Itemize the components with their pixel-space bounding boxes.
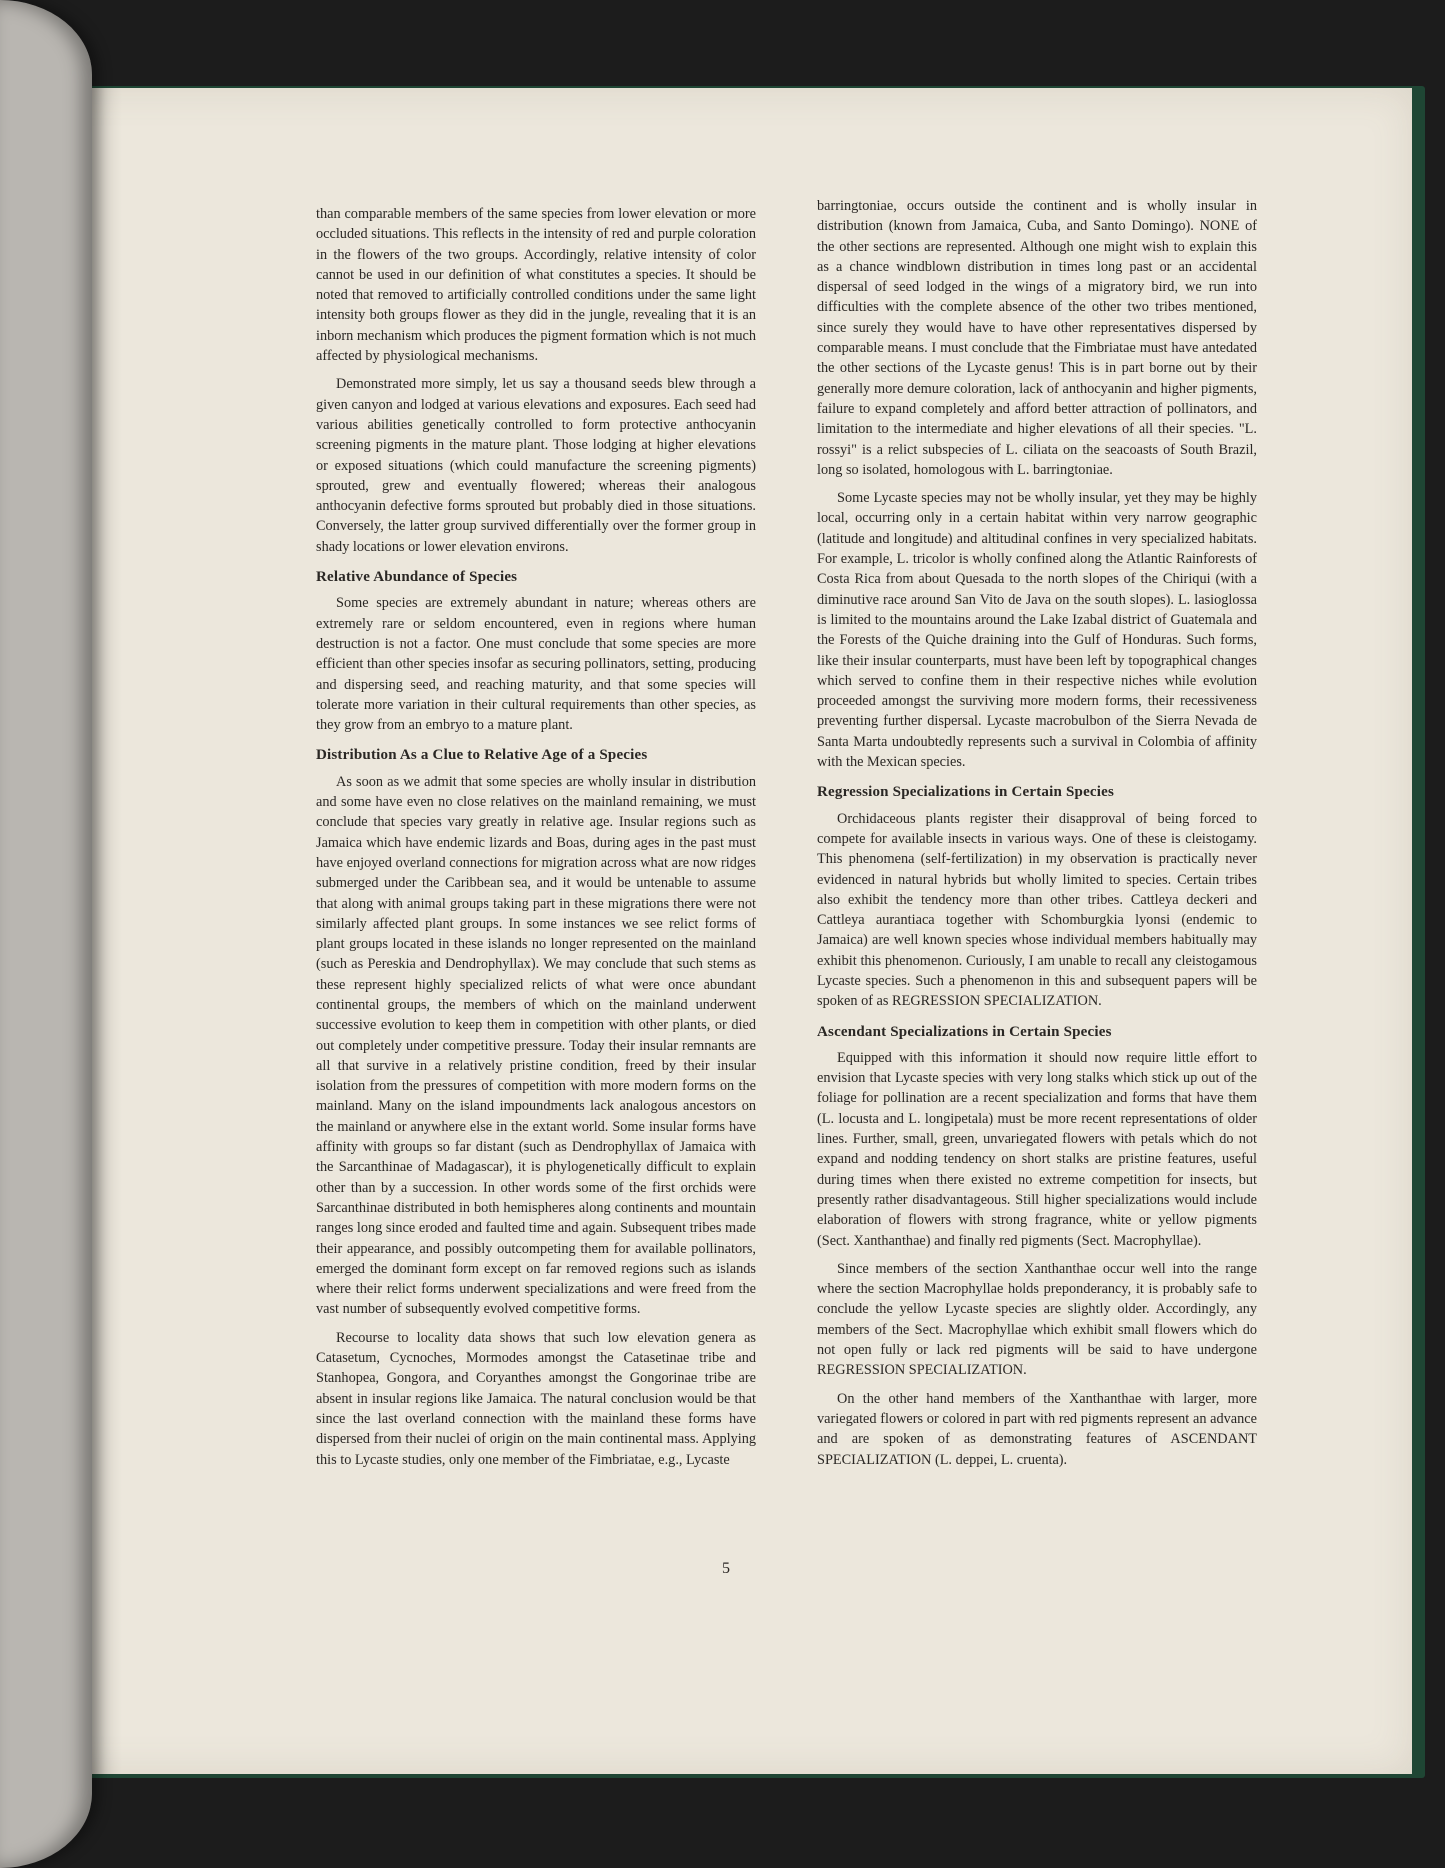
page-edge-shadow xyxy=(92,88,122,1774)
section-heading: Relative Abundance of Species xyxy=(316,569,518,586)
left-column xyxy=(316,204,756,1470)
paragraph: Since members of the section Xanthanthae occur well into the range where the section Macrophyllae holds preponderancy, it is probably safe to conclude the yellow Lycaste species are slightly older. Accordingly, any members of the Sect. Macrophyllae which exhibit small flowers which do not open fully or lack red pigments will be said to have undergone REGRESSION SPECIALIZATION. xyxy=(817,1260,1257,1379)
paragraph: Equipped with this information it should now require little effort to envision that Lycaste species with very long stalks which stick up out of the foliage for pollination are a recent specialization and forms that have them (L. locusta and L. longipetala) must be more recent representations of older lines. Further, small, green, unvariegated flowers with petals which do not expand and nodding tendency on short stalks are pristine features, useful during times when there existed no extreme competition for insects, but presently rather disadvantageous. Still higher specializations would include elaboration of flowers with strong fragrance, white or yellow pigments (Sect. Xanthanthae) and finally red pigments (Sect. Macrophyllae). xyxy=(817,1049,1257,1249)
right-column xyxy=(817,196,1257,1470)
paragraph: Some species are extremely abundant in nature; whereas others are extremely rare or seldom encountered, even in regions where human destruction is not a factor. One must conclude that some species are more efficient than other species insofar as securing pollinators, setting, producing and dispersing seed, and reaching maturity, and that some species will tolerate more variation in their cultural requirements than other species, as they grow from an embryo to a mature plant. xyxy=(316,595,756,734)
paragraph: As soon as we admit that some species are wholly insular in distribution and some have even no close relatives on the mainland remaining, we must conclude that species vary greatly in relative age. Insular regions such as Jamaica which have endemic lizards and Boas, during ages in the past must have enjoyed overland connections for migration across what are now ridges submerged under the Caribbean sea, and it would be untenable to assume that along with animal groups taking part in these migrations there were not similarly affected plant groups. In some instances we see relict forms of plant groups located in these islands no longer represented on the mainland (such as Pereskia and Dendrophyllax). We may conclude that such stems as these represent highly specialized relicts of what were once abundant continental groups, the members of which on the mainland underwent successive evolution to keep them in competition with other plants, or died out completely under competitive pressure. Today their insular remnants are all that survive in a relatively pristine condition, freed by their insular isolation from the pressures of competition with more modern forms on the mainland. Many on the island impoundments lack analogous ancestors on the mainland or anywhere else in the extant world. Some insular forms have affinity with groups so far distant (such as Dendrophyllax of Jamaica with the Sarcanthinae of Madagascar), it is phylogenetically difficult to explain other than by a succession. In other words some of the first orchids were Sarcanthinae distributed in both hemispheres along continents and mountain ranges long since eroded and faulted time and again. Subsequent tribes made their appearance, and possibly outcompeting them for available pollinators, emerged the dominant form except on far removed regions such as islands where their relict forms underwent specializations and were freed from the vast number of subsequently evolved competitive forms. xyxy=(316,773,756,1318)
paragraph: barringtoniae, occurs outside the continent and is wholly insular in distribution (known from Jamaica, Cuba, and Santo Domingo). NONE of the other sections are represented. Although one might wish to explain this as a chance windblown distribution in times long past or an accidental dispersal of seed lodged in the wings of a migratory bird, we run into difficulties with the complete absence of the other two tribes mentioned, since surely they would have to have other representatives dispersed by comparable means. I must conclude that the Fimbriatae must have antedated the other sections of the Lycaste genus! This is in part borne out by their generally more demure coloration, lack of anthocyanin and higher pigments, failure to expand completely and afford better attraction of pollinators, and limitation to the intermediate and higher elevations of all their species. "L. rossyi" is a relict subspecies of L. ciliata on the seacoasts of South Brazil, long so isolated, homologous with L. barringtoniae. xyxy=(817,198,1257,478)
paragraph: Some Lycaste species may not be wholly insular, yet they may be highly local, occurring only in a certain habitat within very narrow geographic (latitude and longitude) and altitudinal confines in very specialized habitats. For example, L. tricolor is wholly confined along the Atlantic Rainforests of Costa Rica from about Quesada to the north slopes of the Chiriqui (with a diminutive race around San Vito de Java on the south slopes). L. lasioglossa is limited to the mountains around the Lake Izabal district of Guatemala and the Forests of the Quiche draining into the Gulf of Honduras. Such forms, like their insular counterparts, must have been left by topographical changes which served to confine them in their respective niches while evolution proceeded amongst the surviving more modern forms, their recessiveness preventing further dispersal. Lycaste macrobulbon of the Sierra Nevada de Santa Marta undoubtedly represents such a survival in Colombia of affinity with the Mexican species. xyxy=(817,490,1257,771)
section-heading: Regression Specializations in Certain Species xyxy=(817,784,1115,801)
paragraph: Demonstrated more simply, let us say a thousand seeds blew through a given canyon and lodged at various elevations and exposures. Each seed had various abilities genetically controlled to form protective anthocyanin screening pigments in the mature plant. Those lodging at higher elevations or exposed situations (which could manufacture the screening pigments) sprouted, grew and eventually flowered; whereas their analogous anthocyanin defective forms sprouted but probably died in those situations. Conversely, the latter group survived differentially over the former group in shady locations or lower elevation environs. xyxy=(316,376,756,555)
paragraph: than comparable members of the same species from lower elevation or more occluded situations. This reflects in the intensity of red and purple coloration in the flowers of the two groups. Accordingly, relative intensity of color cannot be used in our definition of what constitutes a species. It should be noted that removed to artificially controlled conditions under the same light intensity both groups flower as they did in the jungle, revealing that it is an inborn mechanism which produces the pigment formation which is not much affected by physiological mechanisms. xyxy=(316,206,756,365)
paragraph: Orchidaceous plants register their disapproval of being forced to compete for available insects in various ways. One of these is cleistogamy. This phenomena (self-fertilization) in my observation is practically never evidenced in natural hybrids but wholly limited to species. Certain tribes also exhibit the tendency more than other tribes. Cattleya deckeri and Cattleya aurantiaca together with Schomburgkia lyonsi (endemic to Jamaica) are well known species whose individual members habitually may exhibit this phenomenon. Curiously, I am unable to recall any cleistogamous Lycaste species. Such a phenomenon in this and subsequent papers will be spoken of as REGRESSION SPECIALIZATION. xyxy=(817,810,1257,1010)
section-heading: Ascendant Specializations in Certain Species xyxy=(817,1023,1112,1040)
page-number: 5 xyxy=(722,1560,730,1577)
paragraph: Recourse to locality data shows that such low elevation genera as Catasetum, Cycnoches, Mormodes amongst the Catasetinae tribe and Stanhopea, Gongora, and Coryanthes amongst the Gongorinae tribe are absent in insular regions like Jamaica. The natural conclusion would be that since the last overland connection with the mainland these forms have dispersed from their nuclei of origin on the main continental mass. Applying this to Lycaste studies, only one member of the Fimbriatae, e.g., Lycaste xyxy=(316,1329,756,1468)
facing-page-curl xyxy=(0,0,92,1868)
section-heading: Distribution As a Clue to Relative Age of a Species xyxy=(316,747,648,764)
paragraph: On the other hand members of the Xanthanthae with larger, more variegated flowers or colored in part with red pigments represent an advance and are spoken of as demonstrating features of ASCENDANT SPECIALIZATION (L. deppei, L. cruenta). xyxy=(817,1390,1257,1468)
